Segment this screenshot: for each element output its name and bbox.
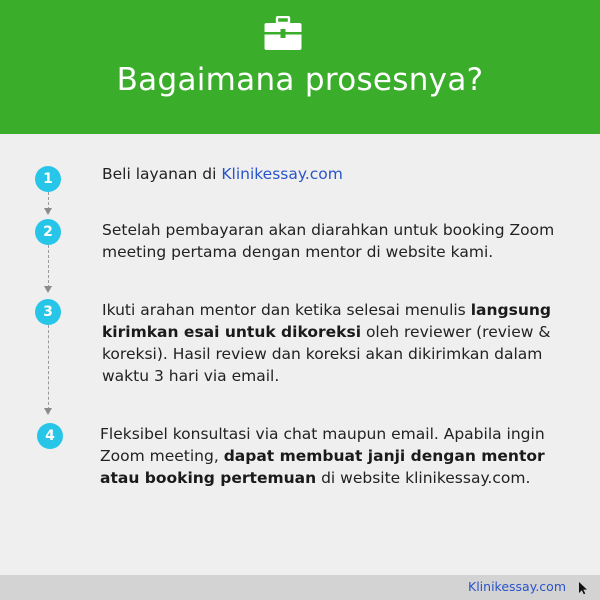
footer-brand-link[interactable]: Klinikessay.com: [468, 579, 566, 594]
step-2-text: [102, 219, 572, 263]
step-number-badge: 1: [35, 166, 61, 192]
briefcase-icon: [263, 16, 303, 52]
timeline-arrow: [44, 286, 52, 293]
cursor-icon: [578, 581, 588, 595]
page-title: Bagaimana prosesnya?: [116, 62, 484, 98]
timeline-arrow: [44, 208, 52, 215]
timeline-connector: [48, 325, 49, 410]
step-text: Fleksibel konsultasi via chat maupun email. Apabila ingin Zoom meeting,: [100, 425, 545, 465]
step-4-text: [100, 423, 570, 489]
step-emphasis: dapat membuat janji dengan mentor atau booking pertemuan: [100, 447, 545, 487]
timeline-arrow: [44, 408, 52, 415]
step-text: di website klinikessay.com.: [316, 469, 531, 487]
step-text: oleh reviewer (review & koreksi). Hasil review dan koreksi akan dikirimkan dalam waktu 3 hari via email.: [102, 323, 551, 385]
timeline-connector: [48, 245, 49, 288]
step-emphasis: langsung kirimkan esai untuk dikoreksi: [102, 301, 551, 341]
step-1-text: [102, 163, 572, 185]
step-number-badge: 4: [37, 423, 63, 449]
step-3-text: [102, 299, 572, 387]
header-banner: [0, 0, 600, 134]
step-text: Setelah pembayaran akan diarahkan untuk booking Zoom meeting pertama dengan mentor di website kami.: [102, 221, 555, 261]
step-text: Ikuti arahan mentor dan ketika selesai menulis: [102, 301, 471, 319]
step-number-badge: 2: [35, 219, 61, 245]
website-link[interactable]: Klinikessay.com: [221, 165, 343, 183]
step-number-badge: 3: [35, 299, 61, 325]
step-text: Beli layanan di: [102, 165, 222, 183]
footer-bar: [0, 575, 600, 600]
